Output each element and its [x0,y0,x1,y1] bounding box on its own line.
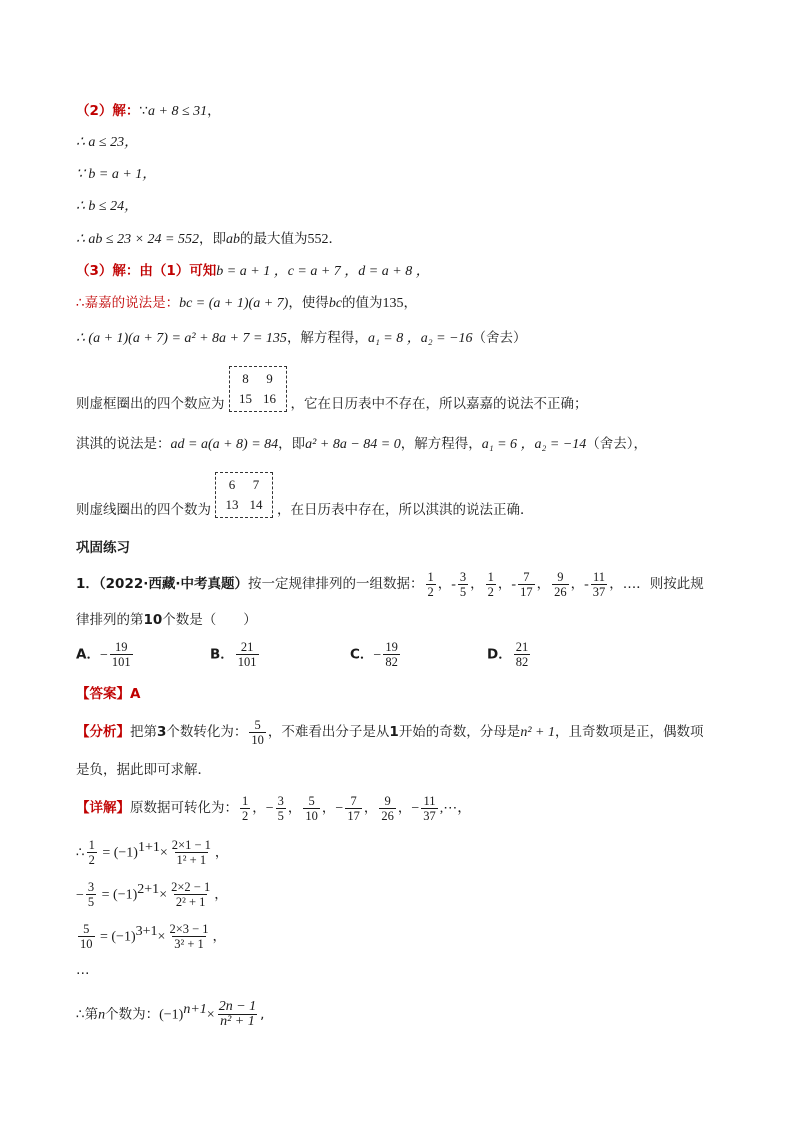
fraction [236,640,259,669]
sequence [238,793,440,823]
sequence [424,569,610,599]
text: 开始的奇数，分母是 [398,724,521,740]
minus-sign: - [451,577,456,592]
question-number: 1． [76,576,99,592]
fraction [552,570,569,599]
text: ，使得 [288,295,329,311]
answer-line [76,684,140,704]
part3-line5 [76,434,647,455]
numerator: 11 [592,569,606,584]
text: 个数转化为： [166,724,248,740]
comma: ， [287,800,302,816]
numerator: 1 [88,838,95,852]
text: 淇淇的说法是： [76,436,171,452]
denominator: 10 [80,937,93,951]
minus-sign: − [265,801,274,816]
therefore: ∴ [76,844,85,861]
exponent: n+1 [183,1002,207,1017]
denominator: 37 [423,808,436,823]
expr: bc = (a + 1)(a + 7) [179,296,289,311]
analysis-line1 [76,716,703,749]
part2-line1 [76,101,221,122]
text: ，解方程得， [400,436,482,452]
option-label: D． [487,646,512,663]
section-title: 巩固练习 [76,540,130,556]
comma: ， [497,576,512,592]
denominator: 2 [88,853,95,867]
var-n: n [98,1007,106,1023]
expr: n² + 1 [520,725,555,740]
denominator: 26 [554,584,567,599]
text: 的值为 [342,295,383,311]
box-cell: 6 [228,477,236,492]
fraction [167,922,210,951]
part3-line6 [76,472,534,518]
fraction [486,570,496,599]
inequality: a + 8 ≤ 31 [148,104,208,119]
text: , [260,1006,265,1023]
part2-line3: ∵ b = a + 1， [76,167,157,182]
text: ，在日历表中存在，所以淇淇的说法正确． [277,502,534,518]
neg-one: = (−1) [98,887,138,903]
exponent: 3+1 [135,924,158,939]
denominator: 1² + 1 [176,853,207,867]
box-cell: 7 [252,477,260,492]
numerator: 1 [242,793,249,808]
fraction [458,570,468,599]
denominator: 101 [237,655,257,669]
times: × [159,845,168,861]
neg-one: = (−1) [98,845,138,861]
fraction [240,794,250,823]
part3-line2 [76,293,417,314]
max-value: 552 [307,232,329,247]
denominator: 5 [277,808,284,823]
minus-sign: − [99,647,108,663]
numerator: 5 [83,922,90,936]
numerator: 3 [459,569,467,584]
fraction [249,718,266,747]
denominator: 17 [347,808,360,823]
denominator: 10 [251,732,264,747]
numerator: 1 [487,569,494,584]
fraction [303,794,320,823]
box-cell: 14 [249,497,263,512]
numerator: 1 [427,569,434,584]
text: ，即 [278,436,306,452]
box-cell: 13 [225,497,239,512]
equation: a² + 8a − 84 = 0 [305,437,401,452]
comma: ， [321,800,336,816]
detail-row [76,914,226,956]
var-ab: ab [226,232,240,247]
part2-label: （2）解： [76,103,140,119]
part3-line4 [76,366,588,412]
denominator: 10 [305,808,318,823]
denominator: 5 [87,895,95,909]
denominator: n² + 1 [220,1014,255,1029]
question-text: 按一定规律排列的一组数据： [248,576,424,592]
denominator: 2² + 1 [175,895,206,909]
minus-sign: − [335,801,344,816]
detail-tag: 【详解】 [76,800,130,816]
analysis-line2: 是负，据此即可求解． [76,762,211,778]
option-d[interactable] [487,640,532,669]
detail-row [76,830,228,872]
minus-sign: - [511,577,517,592]
fraction [169,880,212,909]
option-a[interactable] [76,640,135,669]
box-cell: 15 [239,391,252,406]
minus-sign: − [373,647,382,663]
numerator: 2×1 − 1 [171,838,211,852]
calendar-box-1 [229,366,287,412]
comma: ， [207,103,221,119]
fraction [170,838,213,867]
denominator: 5 [459,584,467,599]
exponent: 2+1 [137,882,160,897]
comma: ， [437,576,452,592]
text: ，不难看出分子是从 [267,724,390,740]
text: 原数据可转化为： [130,800,238,816]
text: 则虚线圈出的四个数为 [76,502,211,518]
exponent: 1+1 [137,840,160,855]
text: 3 [157,724,167,740]
final-line [76,992,264,1034]
text: 的最大值为 [240,231,308,247]
part3-line3 [76,328,527,349]
denominator: 82 [385,655,398,669]
numerator: 7 [350,793,357,808]
denominator: 2 [427,584,434,599]
text: 个数为： [105,1006,160,1023]
detail-line1 [76,792,471,825]
box-cell: 8 [242,371,249,386]
denominator: 3² + 1 [174,937,204,951]
option-label: B． [210,646,234,663]
text: 则虚框圈出的四个数应为 [76,396,225,412]
comma: ， [397,800,412,816]
part3-line1 [76,261,430,282]
text: （舍去）， [586,436,648,452]
comma: ， [252,800,266,816]
text: （舍去） [472,330,527,346]
comma: ， [363,800,378,816]
minus-sign: − [411,801,420,816]
numerator: 11 [423,793,436,808]
answer-tag: 【答案】 [76,686,130,702]
fraction [87,838,97,867]
minus-sign: − [76,887,84,903]
numerator: 5 [254,717,261,732]
text: ， [403,295,418,311]
text: 把第 [130,724,157,740]
numerator: 21 [240,640,254,654]
option-label: A． [76,646,100,663]
option-label: C． [350,646,374,663]
fraction [276,794,286,823]
numerator: 5 [308,793,315,808]
numerator: 3 [87,880,95,894]
numerator: 9 [384,793,391,808]
detail-row [76,872,228,914]
text: ． [328,231,342,247]
relations: b = a + 1 ，c = a + 7 ，d = a + 8 ， [216,264,430,279]
neg-one: = (−1) [96,929,136,945]
numerator: 7 [523,569,530,584]
numerator: 2×3 − 1 [169,922,209,936]
box-cell: 16 [263,391,276,406]
box-cell: 9 [266,371,273,386]
analysis-tag: 【分析】 [76,724,130,740]
comma: ， [536,576,551,592]
comma: ， [470,576,484,592]
text: 个数是（ ） [162,612,257,628]
comma: ， [214,844,229,861]
fraction [379,794,396,823]
numerator: 19 [114,640,128,654]
question-source: （2022·西藏·中考真题） [98,576,248,592]
numerator: 2n − 1 [218,999,257,1014]
comma: ， [570,576,585,592]
denominator: 101 [111,655,131,669]
fraction [345,794,362,823]
fraction [518,570,535,599]
text: ，即 [199,231,226,247]
fraction [110,640,133,669]
fraction [217,1000,258,1029]
numerator: 2×2 − 1 [171,880,211,894]
answer-value: A [130,686,141,702]
numerator: 19 [385,640,398,654]
equation: ∴ (a + 1)(a + 7) = a² + 8a + 7 = 135 [76,331,287,346]
calendar-box-2 [215,472,273,518]
numerator: 3 [277,793,284,808]
times: × [159,887,168,903]
text: 1 [389,724,399,740]
roots: a₁ = 8 ，a₂ = −16 [367,331,473,346]
denominator: 2 [242,808,249,823]
part2-line4: ∴ b ≤ 24， [76,199,139,214]
part2-line2: ∴ a ≤ 23， [76,135,139,150]
roots: a₁ = 6 ，a₂ = −14 [481,437,587,452]
fraction [514,640,531,669]
comma: ， [214,886,228,903]
text: ∴第 [76,1006,99,1023]
fraction [78,922,95,951]
denominator: 2 [487,584,494,599]
fraction [86,880,96,909]
text: ，且奇数项是正，偶数项 [554,724,704,740]
q1-line1 [76,568,704,601]
var-bc: bc [328,296,343,311]
dots: … [76,962,90,978]
numerator: 9 [557,569,564,584]
part2-line5 [76,229,342,250]
option-c[interactable] [350,640,402,669]
expr: ad = a(a + 8) = 84 [170,437,279,452]
comma: ， [212,928,227,945]
minus-sign: - [584,577,589,592]
term-index: 10 [143,612,163,628]
text: ，它在日历表中不存在，所以嘉嘉的说法不正确； [290,396,588,412]
product-inequality: ∴ ab ≤ 23 × 24 = 552 [76,232,199,247]
denominator: 37 [592,584,606,599]
value: 135 [382,296,404,311]
text: ,⋯， [439,801,472,816]
question-text: ，…．则按此规 [609,576,704,592]
fraction [591,570,608,599]
denominator: 17 [520,584,533,599]
text: 律排列的第 [76,612,144,628]
fraction [426,570,436,599]
q1-line2 [76,610,257,630]
times: × [206,1007,215,1023]
denominator: 82 [515,655,529,669]
part3-label: （3）解：由（1）可知 [76,263,217,279]
text: ，解方程得， [286,330,368,346]
jiajia-label: ∴嘉嘉的说法是： [76,295,180,311]
because-symbol: ∵ [139,103,148,119]
times: × [157,929,166,945]
neg-one: (−1) [159,1007,184,1023]
denominator: 26 [381,808,394,823]
fraction [421,794,438,823]
option-b[interactable] [210,640,261,669]
fraction [383,640,400,669]
numerator: 21 [515,640,529,654]
